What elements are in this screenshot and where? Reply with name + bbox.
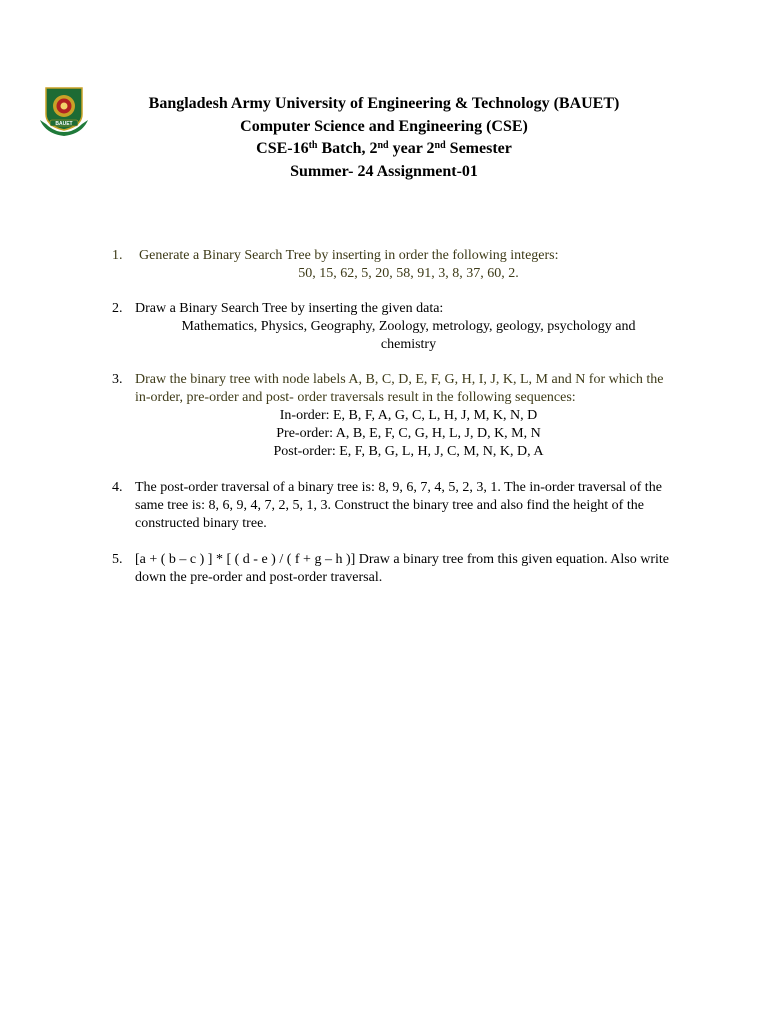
question-number: 3.	[112, 372, 123, 387]
inorder-sequence: In-order: E, B, F, A, G, C, L, H, J, M, K, N, D	[279, 408, 538, 423]
question-2	[112, 300, 682, 354]
question-text: Draw a Binary Search Tree by inserting the given data:	[135, 301, 444, 316]
batch-line: CSE-16th Batch, 2nd year 2nd Semester	[256, 140, 512, 157]
department-name: Computer Science and Engineering (CSE)	[240, 117, 528, 135]
question-4	[112, 479, 682, 533]
question-number: 5.	[112, 552, 123, 567]
question-data: 50, 15, 62, 5, 20, 58, 91, 3, 8, 37, 60, 2.	[298, 266, 519, 281]
question-3	[112, 371, 682, 461]
logo-text: BAUET	[55, 121, 73, 127]
university-logo	[36, 80, 92, 138]
question-1	[112, 247, 682, 283]
assignment-title: Summer- 24 Assignment-01	[290, 162, 478, 180]
question-text: The post-order traversal of a binary tree is: 8, 9, 6, 7, 4, 5, 2, 3, 1. The in-order traversal of the same tree is: 8, 6, 9, 4, 7, 2, 5, 1, 3. Construct the binary tree and also find the height of the constructed binary tree.	[135, 480, 662, 531]
university-name: Bangladesh Army University of Engineering & Technology (BAUET)	[148, 95, 620, 112]
question-text: [a + ( b – c ) ] * [ ( d - e ) / ( f + g – h )] Draw a binary tree from this given equation. Also write down the pre-order and post-order traversal.	[135, 552, 670, 585]
question-number: 2.	[112, 301, 123, 316]
question-text: Draw the binary tree with node labels A, B, C, D, E, F, G, H, I, J, K, L, M and N for which the in-order, pre-order and post- order traversals result in the following sequences:	[135, 372, 664, 405]
question-number: 4.	[112, 480, 123, 495]
document-header	[100, 93, 668, 183]
preorder-sequence: Pre-order: A, B, E, F, C, G, H, L, J, D, K, M, N	[276, 426, 541, 441]
question-data: Mathematics, Physics, Geography, Zoology, metrology, geology, psychology and chemistry	[181, 319, 636, 352]
question-text: Generate a Binary Search Tree by inserting in order the following integers:	[139, 248, 559, 263]
question-number: 1.	[112, 248, 123, 263]
question-5	[112, 551, 682, 587]
postorder-sequence: Post-order: E, F, B, G, L, H, J, C, M, N, K, D, A	[273, 444, 544, 459]
